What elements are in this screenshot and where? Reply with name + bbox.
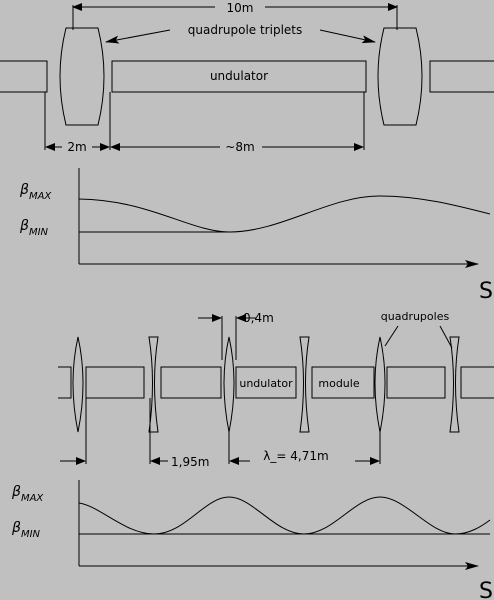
quadrupoles-label: quadrupoles (380, 310, 450, 323)
quad-focus-3 (375, 337, 385, 432)
module-5 (387, 367, 445, 398)
undulator-label-bottom: undulator (239, 377, 293, 390)
quad-defocus-3 (450, 337, 459, 432)
top-beta-curve (79, 196, 490, 232)
triplet-pointer-right (320, 30, 375, 42)
module-stub-right (461, 367, 494, 398)
beam-pipe-right (430, 61, 494, 92)
dim-2m-label: 2m (67, 140, 87, 154)
quad-triplet-right (378, 28, 422, 125)
bottom-beta-curve (79, 497, 490, 534)
module-label: module (318, 377, 360, 390)
dim-195m-label: 1,95m (171, 455, 210, 469)
bottom-schematic (58, 316, 494, 464)
bottom-beta-max-label: $\beta_{MAX}$ (12, 484, 44, 504)
module-stub-left (58, 367, 71, 398)
quadrupoles-pointer-left (385, 326, 398, 346)
undulator-label-top: undulator (209, 69, 269, 83)
quadrupole-triplets-label: quadrupole triplets (187, 23, 303, 37)
bottom-beta-plot (79, 480, 490, 566)
bottom-beta-min-label: $\beta_{MIN}$ (12, 520, 40, 540)
dim-lambda-label: λ_= 4,71m (263, 449, 329, 463)
quad-focus-1 (73, 337, 83, 432)
module-2 (161, 367, 221, 398)
top-beta-plot (79, 168, 490, 264)
triplet-pointer-left (106, 30, 170, 42)
quad-triplet-left (60, 28, 104, 125)
beam-pipe-left (0, 61, 47, 92)
dim-10m-label: 10m (226, 1, 254, 15)
module-1 (86, 367, 144, 398)
top-axis-s-label: S (479, 279, 493, 304)
bottom-axis-s-label: S (479, 579, 493, 600)
dim-8m-label: ~8m (225, 140, 255, 154)
dim-04m-label: 0,4m (243, 311, 274, 325)
top-beta-min-label: $\beta_{MIN}$ (20, 218, 48, 238)
quad-focus-2 (224, 337, 234, 432)
top-beta-max-label: $\beta_{MAX}$ (20, 182, 52, 202)
quad-defocus-2 (300, 337, 309, 432)
